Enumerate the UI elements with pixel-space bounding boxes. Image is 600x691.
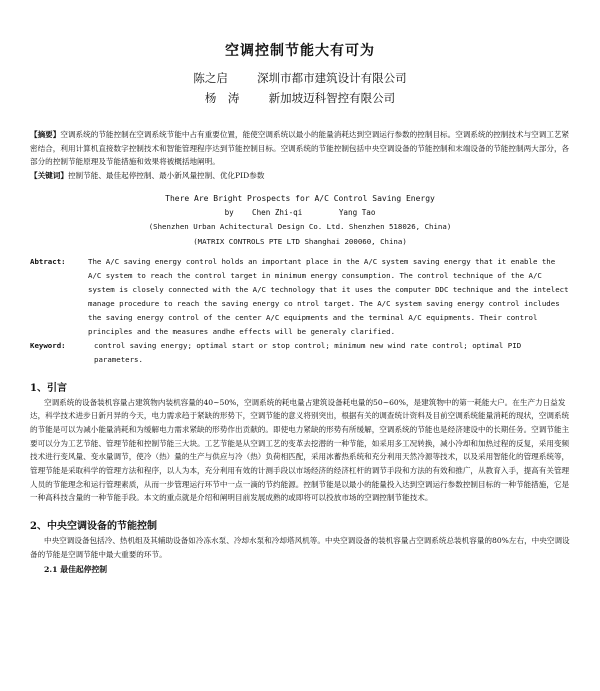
english-abstract bbox=[30, 255, 570, 339]
section-body: 空调系统的设备装机容量占建筑物内装机容量的40~50%，空调系统的耗电量占建筑设备耗电量的50~60%，是建筑物中的第一耗能大户。在生产力日益发达，科学技术进步日新月异的今天，电力需求趋于紧缺的形势下，空调节能的意义将别突出，根据有关的调查统计资料及目前空调系统能量消耗的现状，空调系统的节能是可以为减小能量消耗和为缓解电力需求紧缺的形势作出贡献的。即使电力紧缺的形势有所缓解，空调系统的节能也是经济建设中的长期任务。空调节能主要可以分为工艺节能、管理节能和控制节能三大块。工艺节能是从空调工艺的变革去挖潜的一种节能，如采用多工况转换，减小冷却和加热过程的反复，采用变频技术进行变风量、变水量调节，使冷（热）量的生产与供应与冷（热）负荷相匹配，采用冰蓄热系统和充分利用天然冷源等技术，以及采用智能化的管理系统等，管理节能是采取科学的管理方法和程序，以人为本，充分利用有效的计测手段以市场经济的经济杠杆的调节手段和方法的有效和推广，从教育入手，提高有关管理人员的节能理念和运行管理素质，从而一步管理运行环节中一点一滴的节约能源。控制节能是以最小的能量投入达到空调运行参数控制目标的一种节能措施，它是一种高科技含量的一种节能手段。本文的重点就是介绍和阐明目前发展成熟的或即将可以投放市场的空调控制节能技术。 bbox=[30, 397, 570, 503]
author-block bbox=[30, 68, 570, 108]
english-title: There Are Bright Prospects for A/C Control Saving Energy bbox=[165, 193, 435, 203]
keywords-cn bbox=[30, 169, 570, 182]
author-name: 杨 涛 bbox=[204, 91, 240, 105]
author-org: 深圳市都市建筑设计有限公司 bbox=[257, 71, 407, 85]
abstract-cn-text: 空调系统的节能控制在空调系统节能中占有重要位置，能使空调系统以最小的能量消耗达到空调运行参数的控制目标。空调系统的控制技术与空调工艺紧密结合，利用计算机直接数字控制技术和智能管理程序达到节能控制目标。空调系统的节能控制包括中央空调设备的节能控制和末端设备的节能控制两大部分，各部分的控制节能原理及节能措施和效果将被概括地阐明。 bbox=[30, 130, 570, 166]
author-name: 陈之启 bbox=[193, 71, 228, 85]
keywords-cn-label: 【关键词】 bbox=[30, 170, 68, 180]
subsection-heading: 2.1 最佳起停控制 bbox=[44, 564, 108, 574]
abstract-cn bbox=[30, 128, 570, 169]
abstract-cn-label: 【摘要】 bbox=[30, 130, 61, 139]
english-abstract-label: Abtract: bbox=[30, 256, 66, 266]
english-authors: by Chen Zhi-qi Yang Tao bbox=[224, 207, 376, 217]
author-row bbox=[30, 88, 570, 108]
author-org: 新加坡迈科智控有限公司 bbox=[268, 91, 396, 105]
english-org-2: (MATRIX CONTROLS PTE LTD Shanghai 200060, China) bbox=[193, 236, 407, 246]
english-org-1: (Shenzhen Urban Achitectural Design Co. Ltd. Shenzhen 518026, China) bbox=[148, 221, 452, 231]
english-keyword-label: Keyword: bbox=[30, 340, 66, 350]
paper-title: 空调控制节能大有可为 bbox=[225, 43, 375, 59]
english-keyword-text: control saving energy; optimal start or stop control; minimum new wind rate control; optimal PID parameters. bbox=[94, 340, 522, 364]
keywords-cn-text: 控制节能、最佳起停控制、最小新风量控制、优化PID参数 bbox=[67, 170, 265, 180]
english-keywords bbox=[30, 339, 570, 367]
section-heading: 1、引言 bbox=[30, 382, 67, 394]
section-heading: 2、中央空调设备的节能控制 bbox=[30, 521, 157, 533]
english-abstract-text: The A/C saving energy control holds an important place in the A/C system saving energy that it enable the A/C system to reach the control target in minimum energy consumption. The control technique of the A/C system is closely connected with the A/C technology that it uses the computer DDC technique and the intelect manage procedure to reach the saving energy co ntrol target. The A/C system saving energy control includes the saving energy control of the center A/C equipments and the terminal A/C equipments. Their control principles and the measures andhe effects will be generaly clarified. bbox=[88, 256, 569, 336]
author-row bbox=[30, 68, 570, 88]
english-orgs bbox=[30, 219, 570, 249]
section-body: 中央空调设备包括冷、热机组及其辅助设备如冷冻水泵、冷却水泵和冷却塔风机等。中央空调设备的装机容量占空调系统总装机容量的80%左右，中央空调设备的节能是空调节能中最大重要的环节。 bbox=[30, 536, 570, 559]
